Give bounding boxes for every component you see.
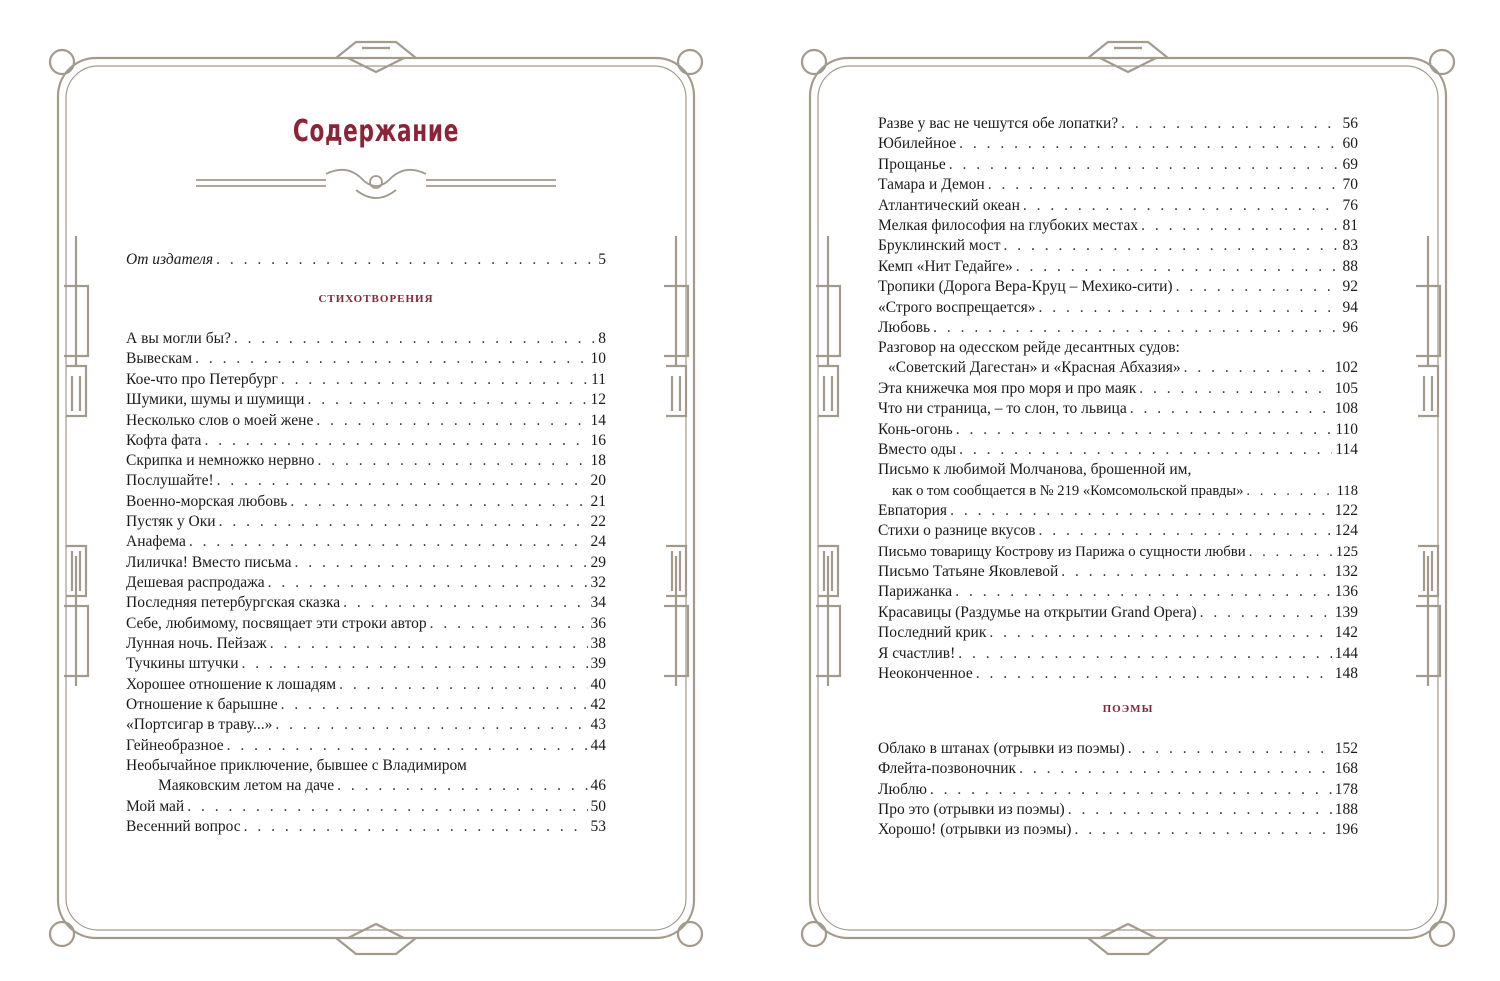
- toc-entry[interactable]: Вместо оды . . . 114: [878, 440, 1358, 460]
- toc-entry[interactable]: Последний крик . . . 142: [878, 623, 1358, 643]
- title-ornament: [196, 160, 556, 206]
- toc-entry[interactable]: Облако в штанах (отрывки из поэмы) . . . 152: [878, 739, 1358, 759]
- toc-entry[interactable]: Красавицы (Раздумье на открытии Grand Opera) . . . 139: [878, 603, 1358, 623]
- toc-entry[interactable]: Письмо к любимой Молчанова, брошенной им,: [878, 461, 1192, 478]
- right-page: [788, 36, 1468, 960]
- toc-entry[interactable]: «Советский Дагестан» и «Красная Абхазия» . . . 102: [878, 358, 1358, 378]
- toc-entry[interactable]: Тучкины штучки . . . 39: [126, 654, 606, 674]
- toc-entry[interactable]: [126, 250, 606, 270]
- toc-entry[interactable]: Скрипка и немножко нервно . . . 18: [126, 451, 606, 471]
- toc-entry[interactable]: Про это (отрывки из поэмы) . . . 188: [878, 800, 1358, 820]
- toc-entry[interactable]: Письмо Татьяне Яковлевой . . . 132: [878, 562, 1358, 582]
- toc-entry[interactable]: Любовь . . . 96: [878, 318, 1358, 338]
- toc-entry[interactable]: Письмо товарищу Кострову из Парижа о сущности любви . . . 125: [878, 542, 1358, 562]
- toc-entry[interactable]: Неоконченное . . . 148: [878, 664, 1358, 684]
- page-title: Содержание: [292, 114, 460, 149]
- toc-entry[interactable]: Тамара и Демон . . . 70: [878, 175, 1358, 195]
- toc-entry[interactable]: Юбилейное . . . 60: [878, 134, 1358, 154]
- section-heading: поэмы: [1102, 700, 1154, 716]
- toc-entry[interactable]: как о том сообщается в № 219 «Комсомольской правды» . . . 118: [878, 481, 1358, 501]
- toc-entry[interactable]: Маяковским летом на даче . . . 46: [126, 776, 606, 796]
- toc-entry[interactable]: Конь-огонь . . . 110: [878, 420, 1358, 440]
- toc-entry[interactable]: Шумики, шумы и шумищи . . . 12: [126, 390, 606, 410]
- toc-entry[interactable]: Разве у вас не чешутся обе лопатки? . . . 56: [878, 114, 1358, 134]
- toc-entry[interactable]: Кофта фата . . . 16: [126, 431, 606, 451]
- toc-entry[interactable]: Что ни страница, – то слон, то львица . . . 108: [878, 399, 1358, 419]
- toc-entry[interactable]: Атлантический океан . . . 76: [878, 196, 1358, 216]
- toc-entry[interactable]: Люблю . . . 178: [878, 780, 1358, 800]
- toc-entry[interactable]: Флейта-позвоночник . . . 168: [878, 759, 1358, 779]
- left-page: [36, 36, 716, 960]
- toc-entry[interactable]: Лунная ночь. Пейзаж . . . 38: [126, 634, 606, 654]
- toc-entry[interactable]: Необычайное приключение, бывшее с Владимиром: [126, 757, 467, 774]
- toc-entry[interactable]: Несколько слов о моей жене . . . 14: [126, 411, 606, 431]
- toc-entry[interactable]: Анафема . . . 24: [126, 532, 606, 552]
- toc-entry[interactable]: Стихи о разнице вкусов . . . 124: [878, 521, 1358, 541]
- toc-entry[interactable]: Тропики (Дорога Вера-Круц – Мехико-сити) . . . 92: [878, 277, 1358, 297]
- toc-entry[interactable]: Себе, любимому, посвящает эти строки автор . . . 36: [126, 614, 606, 634]
- toc-entry[interactable]: Отношение к барышне . . . 42: [126, 695, 606, 715]
- toc-entry[interactable]: Эта книжечка моя про моря и про маяк . . . 105: [878, 379, 1358, 399]
- toc-entry[interactable]: Кое-что про Петербург . . . 11: [126, 370, 606, 390]
- toc-entry[interactable]: Кемп «Нит Гедайге» . . . 88: [878, 257, 1358, 277]
- toc-entry[interactable]: Вывескам . . . 10: [126, 349, 606, 369]
- toc-entry[interactable]: Пустяк у Оки . . . 22: [126, 512, 606, 532]
- toc-entry[interactable]: Весенний вопрос . . . 53: [126, 817, 606, 837]
- toc-entry[interactable]: Мелкая философия на глубоких местах . . . 81: [878, 216, 1358, 236]
- toc-entry[interactable]: Послушайте! . . . 20: [126, 471, 606, 491]
- toc-entry[interactable]: Последняя петербургская сказка . . . 34: [126, 593, 606, 613]
- toc-entry[interactable]: А вы могли бы? . . . 8: [126, 329, 606, 349]
- toc-entry[interactable]: Гейнеобразное . . . 44: [126, 736, 606, 756]
- toc-entry[interactable]: Бруклинский мост . . . 83: [878, 236, 1358, 256]
- section-heading: стихотворения: [318, 290, 434, 306]
- toc-entry[interactable]: Евпатория . . . 122: [878, 501, 1358, 521]
- toc-entry[interactable]: Дешевая распродажа . . . 32: [126, 573, 606, 593]
- toc-page: 5: [598, 251, 606, 268]
- toc-entry[interactable]: Я счастлив! . . . 144: [878, 644, 1358, 664]
- toc-entry[interactable]: «Портсигар в траву...» . . . 43: [126, 715, 606, 735]
- toc-entry[interactable]: Мой май . . . 50: [126, 797, 606, 817]
- toc-entry[interactable]: Разговор на одесском рейде десантных судов:: [878, 339, 1180, 356]
- toc-title: От издателя: [126, 251, 214, 268]
- toc-entry[interactable]: «Строго воспрещается» . . . 94: [878, 298, 1358, 318]
- toc-entry[interactable]: Военно-морская любовь . . . 21: [126, 492, 606, 512]
- toc-entry[interactable]: Прощанье . . . 69: [878, 155, 1358, 175]
- toc-entry[interactable]: Хорошее отношение к лошадям . . . 40: [126, 675, 606, 695]
- toc-entry[interactable]: Парижанка . . . 136: [878, 582, 1358, 602]
- toc-entry[interactable]: Хорошо! (отрывки из поэмы) . . . 196: [878, 820, 1358, 840]
- toc-entry[interactable]: Лиличка! Вместо письма . . . 29: [126, 553, 606, 573]
